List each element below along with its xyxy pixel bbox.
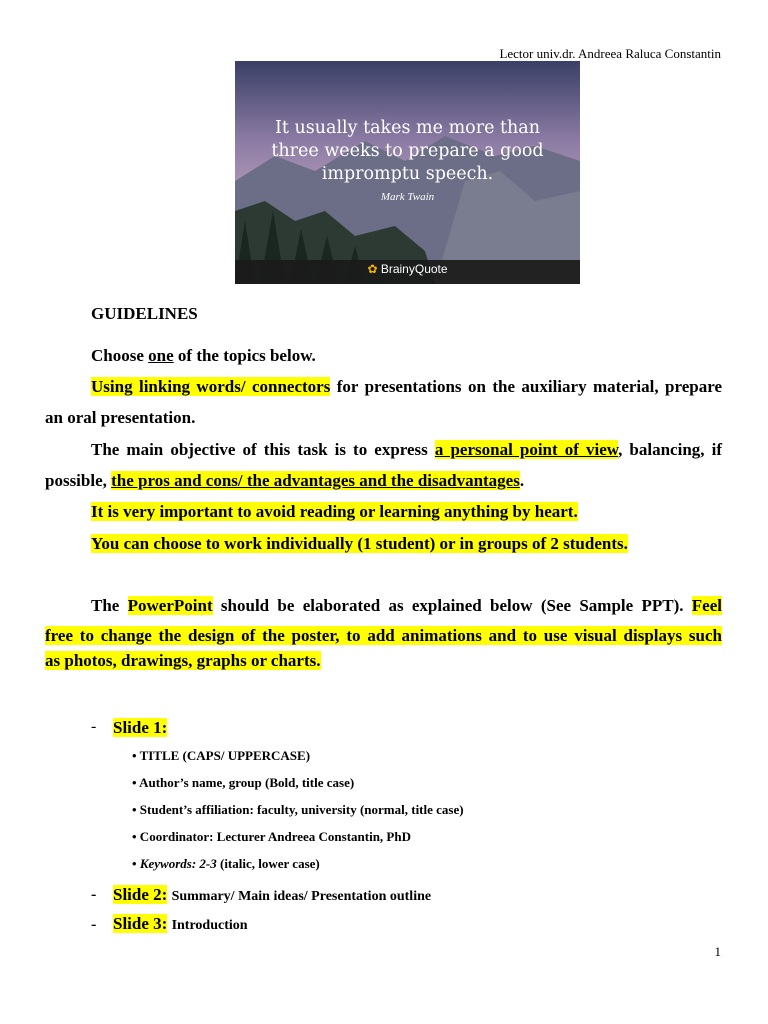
slide1-bullet-coordinator: • Coordinator: Lecturer Andreea Constantin, PhD <box>132 829 411 844</box>
paragraph-powerpoint-line1: The PowerPoint should be elaborated as explained below (See Sample PPT). Feel <box>91 596 722 615</box>
list-dash: - <box>91 886 97 903</box>
page-header-author: Lector univ.dr. Andreea Raluca Constantin <box>499 46 721 61</box>
quote-image <box>235 61 580 284</box>
quote-line-2: three weeks to prepare a good <box>271 141 544 161</box>
paragraph-objective-line1: The main objective of this task is to express a personal point of view, balancing, if <box>91 440 722 459</box>
paragraph-powerpoint-line2: free to change the design of the poster, to add animations and to use visual displays such <box>45 626 722 645</box>
paragraph-objective-line2: possible, the pros and cons/ the advantages and the disadvantages. <box>45 471 525 490</box>
pinwheel-icon: ✿ <box>367 262 378 276</box>
slide1-bullet-author: • Author’s name, group (Bold, title case) <box>132 775 355 790</box>
slide-3-item: Slide 3: Introduction <box>113 914 248 933</box>
logo-text: BrainyQuote <box>380 262 448 276</box>
page-number: 1 <box>714 944 721 959</box>
list-dash: - <box>91 718 97 735</box>
slide1-bullet-keywords: • Keywords: 2-3 (italic, lower case) <box>132 856 320 871</box>
paragraph-linking-words-line1: Using linking words/ connectors for presentations on the auxiliary material, prepare <box>91 377 722 396</box>
paragraph-linking-words-line2: an oral presentation. <box>45 408 196 427</box>
quote-line-3: impromptu speech. <box>321 164 494 184</box>
quote-line-1: It usually takes me more than <box>274 118 540 138</box>
slide-1-label: Slide 1: <box>113 718 168 737</box>
quote-author: Mark Twain <box>380 191 435 203</box>
list-dash: - <box>91 916 97 933</box>
brainyquote-logo <box>235 262 580 276</box>
slide1-bullet-title: • TITLE (CAPS/ UPPERCASE) <box>132 748 311 763</box>
slide1-bullet-affiliation: • Student’s affiliation: faculty, university (normal, title case) <box>132 802 464 817</box>
paragraph-avoid-reading: It is very important to avoid reading or learning anything by heart. <box>91 502 578 521</box>
slide-2-item: Slide 2: Summary/ Main ideas/ Presentation outline <box>113 885 432 904</box>
guidelines-heading: GUIDELINES <box>91 304 198 323</box>
paragraph-choose-topic: Choose one of the topics below. <box>91 346 316 365</box>
paragraph-work-individually: You can choose to work individually (1 student) or in groups of 2 students. <box>91 534 628 553</box>
paragraph-powerpoint-line3: as photos, drawings, graphs or charts. <box>45 651 321 670</box>
